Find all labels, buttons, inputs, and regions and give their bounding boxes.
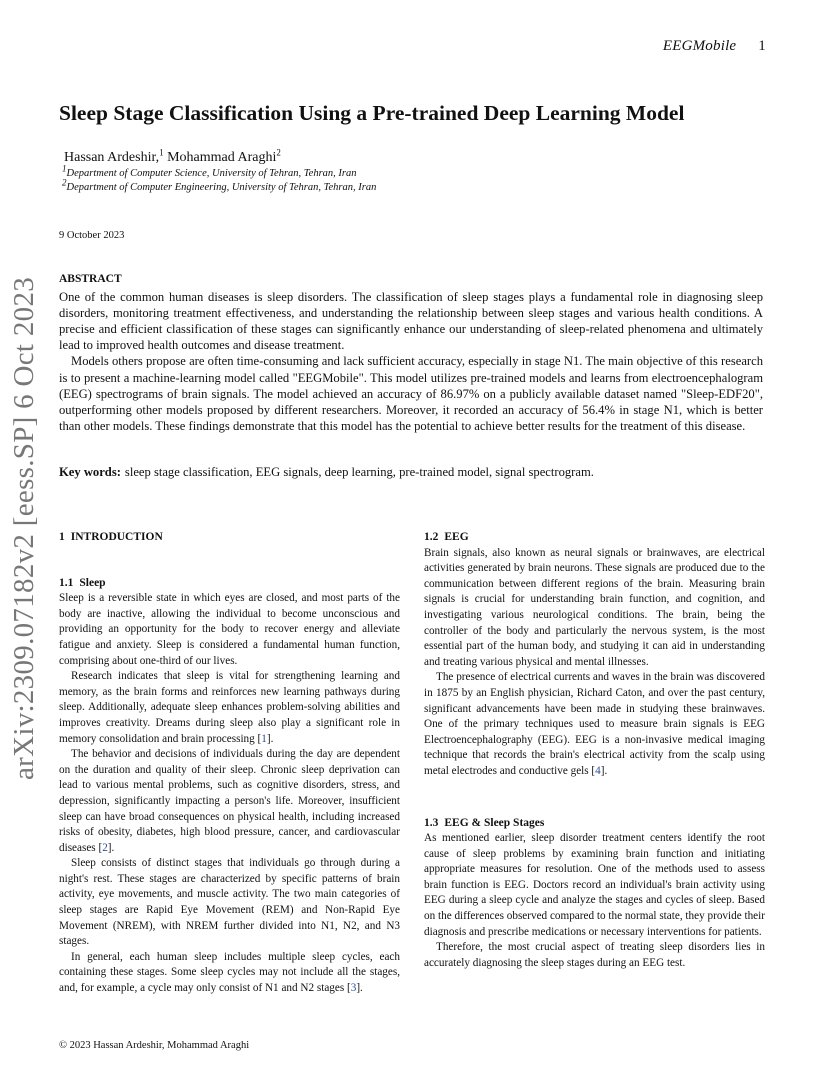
body-paragraph: As mentioned earlier, sleep disorder treatment centers identify the root cause of sleep problems by examining brain function and initiating appropriate measures for resolution. One of the methods used to assess brain function is EEG. Doctors record an individual's brain activity using EEG during a sleep cycle and analyze the stages and cycles of sleep. Based on the differences observed compared to the normal state, they provide their diagnosis and prescribe medications or necessary interventions for patients.: [424, 832, 765, 938]
author-affil-mark: 1: [159, 147, 164, 158]
citation-link[interactable]: 4: [595, 764, 601, 777]
citation-link[interactable]: 2: [102, 841, 108, 854]
abstract-paragraph: One of the common human diseases is sleep disorders. The classification of sleep stages plays a fundamental role in diagnosing sleep disorders, monitoring treatment effectiveness, and understanding the relationship between sleep stages and various health conditions. A precise and efficient classification of these stages can significantly enhance our understanding of sleep-related phenomena and ultimately lead to improved health outcomes and disease treatment.: [59, 290, 763, 353]
keywords: [59, 465, 763, 480]
body-paragraph: [59, 747, 400, 856]
subsection-number: 1.3: [424, 816, 439, 829]
copyright-footer: © 2023 Hassan Ardeshir, Mohammad Araghi: [59, 1040, 250, 1051]
subsection-number: 1.1: [59, 576, 74, 589]
paragraph-text: Research indicates that sleep is vital for strengthening learning and memory, as the brain forms and reinforces new learning pathways during sleep. Additionally, adequate sleep enhances problem-solving abilities and improves creativity. Dreams during sleep also play a significant role in memory consolidation and brain processing [: [59, 670, 400, 745]
section-number: 1: [59, 531, 65, 543]
body-paragraph: Sleep consists of distinct stages that individuals go through during a night's rest. These stages are characterized by specific patterns of brain activity, eye movements, and muscle activity. The two main categories of sleep stages are Rapid Eye Movement (REM) and Non-Rapid Eye Movement (NREM), with NREM further divided into N1, N2, and N3 stages.: [59, 857, 400, 948]
subsection-title: EEG: [444, 531, 469, 543]
paragraph-text-end: ].: [266, 732, 274, 745]
paragraph-text-end: ].: [107, 841, 115, 854]
affiliation-text: Department of Computer Engineering, University of Tehran, Tehran, Iran: [66, 182, 377, 193]
left-column: [59, 530, 400, 997]
affiliation: [62, 163, 357, 179]
running-header: [663, 38, 766, 55]
section-heading-introduction: [59, 530, 400, 546]
author-affil-mark: 2: [276, 147, 281, 158]
keywords-label: Key words:: [59, 465, 121, 479]
body-paragraph: Therefore, the most crucial aspect of treating sleep disorders lies in accurately diagnosing the sleep stages during an EEG test.: [424, 941, 765, 969]
subsection-title: EEG & Sleep Stages: [444, 816, 545, 829]
author-list: [64, 147, 281, 166]
subsection-title: Sleep: [79, 576, 106, 589]
body-paragraph: [59, 950, 400, 997]
paper-title: Sleep Stage Classification Using a Pre-trained Deep Learning Model: [59, 101, 685, 125]
abstract-paragraph: Models others propose are often time-consuming and lack sufficient accuracy, especially in stage N1. The main objective of this research is to present a machine-learning model called "EEGMobile". This model utilizes pre-trained models and learns from electroencephalogram (EEG) spectrograms of brain signals. The model achieved an accuracy of 86.97% on a publicly available dataset named "Sleep-EDF20", outperforming other models proposed by different researchers. Moreover, it recorded an accuracy of 56.4% in stage N1, which is better than other models. These findings demonstrate that this model has the potential to achieve better results for the treatment of this disease.: [59, 354, 763, 433]
paragraph-text: In general, each human sleep includes multiple sleep cycles, each containing these stages. Some sleep cycles may not include all the stages, and, for example, a cycle may only consist of N1 and N2 stages [: [59, 950, 400, 995]
page-number: 1: [758, 38, 766, 54]
right-column: [424, 530, 765, 971]
paragraph-text: The behavior and decisions of individuals during the day are dependent on the duration and quality of their sleep. Chronic sleep deprivation can lead to various mental problems, such as cognitive disorders, stress, and depression, significantly impacting a person's life. Moreover, insufficient sleep can have broad consequences on physical health, including increased risks of obesity, diabetes, high blood pressure, cancer, and cardiovascular diseases [: [59, 748, 400, 854]
body-paragraph: Brain signals, also known as neural signals or brainwaves, are electrical activities generated by brain neurons. These signals are produced due to the communication between different regions of the brain. Measuring brain signals is crucial for understanding brain function, and cognition, and investigating various neurological conditions. The brain, being the controller of the body and particularly the nervous system, is the most essential part of the human body, and studying it can aid in understanding and treating various physical and mental illnesses.: [424, 546, 765, 668]
citation-link[interactable]: 1: [261, 732, 267, 745]
abstract: [59, 271, 763, 434]
subsection-number: 1.2: [424, 531, 439, 543]
affiliation-mark: 2: [62, 177, 67, 188]
arxiv-side-identifier: arXiv:2309.07182v2 [eess.SP] 6 Oct 2023: [8, 276, 40, 780]
affiliation: [62, 177, 377, 193]
publication-date: 9 October 2023: [59, 230, 125, 241]
affiliation-mark: 1: [62, 163, 67, 174]
author-name: Mohammad Araghi: [167, 150, 277, 165]
affiliation-text: Department of Computer Science, University of Tehran, Tehran, Iran: [66, 168, 357, 179]
subsection-heading-eeg-sleep-stages: [424, 816, 765, 832]
body-paragraph: [424, 670, 765, 779]
paragraph-text: The presence of electrical currents and waves in the brain was discovered in 1875 by an English physician, Richard Caton, and over the past century, significant advancements have been made in studying these brainwaves. One of the primary techniques used to measure brain signals is EEG Electroencephalography (EEG). EEG is a non-invasive medical imaging technique that records the brain's electrical activity from the scalp using metal electrodes and conductive gels [: [424, 671, 765, 777]
keywords-text: sleep stage classification, EEG signals, deep learning, pre-trained model, signal spectrogram.: [124, 465, 594, 479]
body-paragraph: Sleep is a reversible state in which eyes are closed, and most parts of the body are inactive, allowing the individual to become unconscious and providing an opportunity for the body to recover energy and alleviate fatigue and anxiety. Sleep is considered a fundamental human function, comprising about one-third of our lives.: [59, 592, 400, 667]
paragraph-text-end: ].: [356, 982, 363, 995]
subsection-heading-eeg: [424, 530, 765, 546]
citation-link[interactable]: 3: [350, 982, 357, 995]
subsection-heading-sleep: [59, 576, 400, 592]
body-paragraph: [59, 669, 400, 747]
abstract-heading: ABSTRACT: [59, 273, 122, 285]
paragraph-text-end: ].: [600, 764, 608, 777]
author-name: Hassan Ardeshir,: [64, 150, 160, 165]
running-header-title: EEGMobile: [662, 38, 737, 54]
section-title: INTRODUCTION: [70, 531, 163, 543]
